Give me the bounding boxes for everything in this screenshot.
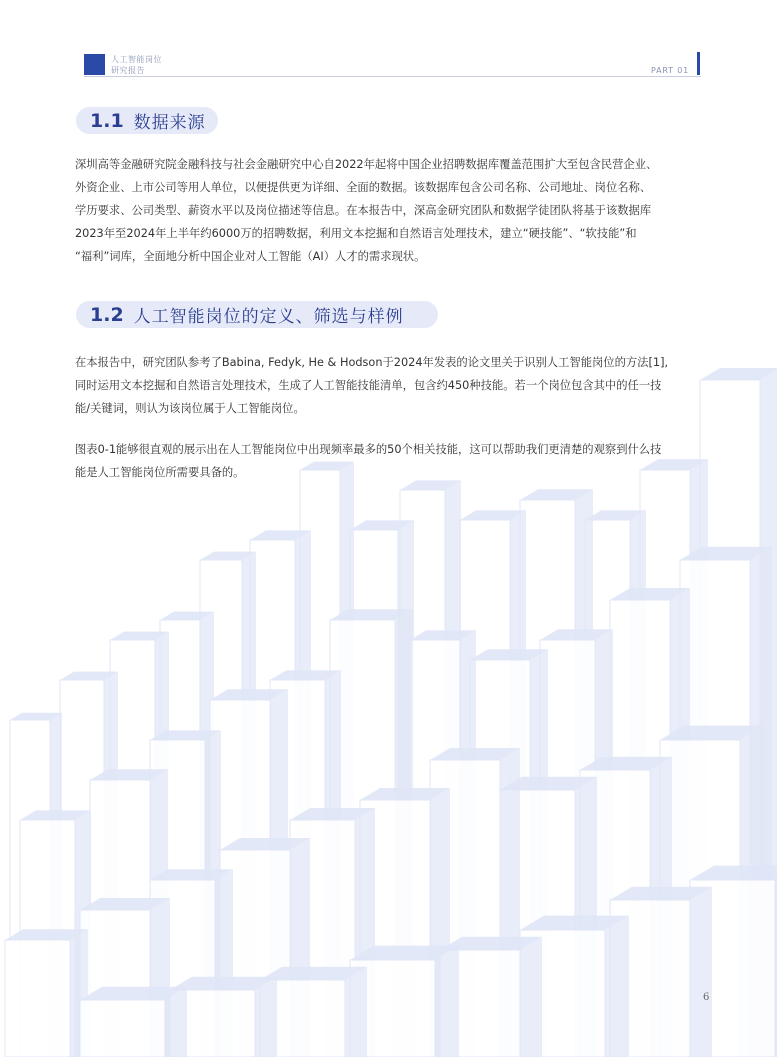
building-front bbox=[80, 1000, 165, 1057]
section-1-2-paragraph-2 bbox=[75, 438, 705, 484]
section-heading-1-2 bbox=[76, 301, 404, 328]
text-line: “福利”词库，全面地分析中国企业对人工智能（AI）人才的需求现状。 bbox=[75, 250, 426, 263]
text-line: 在本报告中，研究团队参考了Babina, Fedyk, He & Hodson于2024年发表的论文里关于识别人工智能岗位的方法[1], bbox=[75, 356, 669, 369]
building-side bbox=[255, 977, 277, 1057]
page-number: 6 bbox=[703, 992, 710, 1003]
header-report-title: 人工智能岗位 bbox=[111, 55, 162, 64]
building-side bbox=[345, 967, 367, 1057]
section-1-1-paragraph bbox=[75, 153, 705, 268]
text-line: 同时运用文本挖掘和自然语言处理技术，生成了人工智能技能清单，包含约450种技能。若一个岗位包含其中的任一技 bbox=[75, 379, 662, 392]
section-title: 数据来源 bbox=[133, 113, 206, 133]
section-heading-1-1 bbox=[76, 107, 206, 134]
section-number: 1.2 bbox=[90, 303, 124, 326]
header-logo-square bbox=[84, 54, 105, 75]
text-line: 深圳高等金融研究院金融科技与社会金融研究中心自2022年起将中国企业招聘数据库覆盖范围扩大至包含民营企业、 bbox=[75, 158, 658, 171]
building-front bbox=[5, 940, 70, 1057]
text-line: 2023年至2024年上半年约6000万的招聘数据，利用文本挖掘和自然语言处理技术，建立“硬技能”、“软技能”和 bbox=[75, 227, 637, 240]
text-line: 外资企业、上市公司等用人单位，以便提供更为详细、全面的数据。该数据库包含公司名称、公司地址、岗位名称、 bbox=[75, 181, 652, 194]
section-number: 1.1 bbox=[90, 109, 124, 132]
text-line: 学历要求、公司类型、薪资水平以及岗位描述等信息。在本报告中，深高金研究团队和数据学徒团队将基于该数据库 bbox=[75, 204, 652, 217]
header-accent-bar bbox=[697, 52, 700, 75]
text-line: 能/关键词，则认为该岗位属于人工智能岗位。 bbox=[75, 402, 305, 415]
section-1-2-paragraph-1 bbox=[75, 351, 705, 420]
building-side bbox=[520, 937, 542, 1057]
header-part-label: PART 01 bbox=[651, 66, 689, 75]
building-side bbox=[605, 916, 629, 1057]
section-title: 人工智能岗位的定义、筛选与样例 bbox=[133, 307, 404, 327]
header-divider bbox=[84, 76, 701, 77]
building-side bbox=[435, 946, 459, 1057]
text-line: 图表0-1能够很直观的展示出在人工智能岗位中出现频率最多的50个相关技能，这可以帮助我们更清楚的观察到什么技 bbox=[75, 443, 662, 456]
building-side bbox=[690, 887, 712, 1057]
text-line: 能是人工智能岗位所需要具备的。 bbox=[75, 466, 245, 479]
header-report-subtitle: 研究报告 bbox=[111, 66, 145, 75]
